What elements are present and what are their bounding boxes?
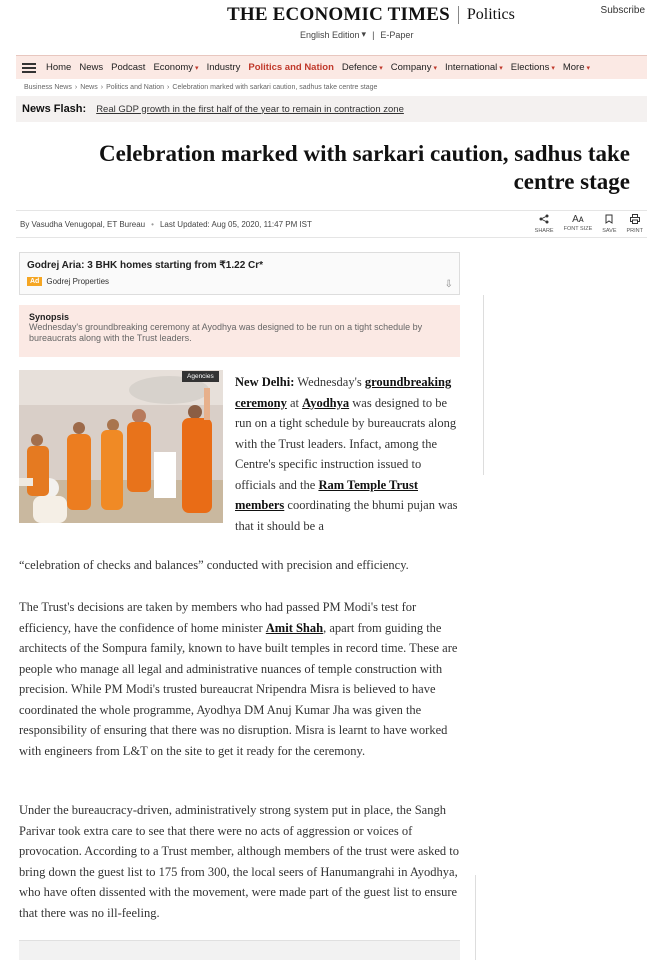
edition-row — [300, 29, 413, 40]
keyword-link[interactable]: Ram Temple Trust members — [235, 477, 418, 512]
main-nav — [16, 55, 647, 79]
synopsis-box — [19, 305, 460, 357]
image-credit: Agencies — [182, 371, 219, 382]
nav-item-politics-and-nation[interactable]: Politics and Nation — [248, 62, 334, 73]
font-size-icon: Aᴀ — [572, 214, 584, 225]
nav-item-podcast[interactable]: Podcast — [111, 62, 146, 73]
author[interactable]: By Vasudha Venugopal, ET Bureau — [20, 219, 146, 229]
byline-dot: • — [151, 219, 154, 229]
nav-item-more[interactable]: More ▾ — [562, 62, 591, 73]
brand-divider — [458, 6, 459, 24]
share-label: SHARE — [534, 228, 554, 234]
print-button[interactable] — [627, 214, 644, 234]
brand — [227, 4, 515, 26]
save-label: SAVE — [602, 228, 617, 234]
print-icon — [630, 214, 640, 228]
ad-advertiser: Godrej Properties — [46, 277, 110, 286]
chevron-down-icon: ▾ — [433, 65, 437, 72]
sidebar-divider — [475, 875, 476, 960]
article-paragraph: The Trust's decisions are taken by members who had passed PM Modi's test for efficiency, have the confidence of home minister Amit Shah, apart from guiding the architects of the Sompura family, known to have built temples in record time. These are people who manage all legal and administrative nuances of temple construction with precision. While PM Modi's trusted bureaucrat Nripendra Misra is believed to have coordinated the whole programme, Ayodhya DM Anuj Kumar Jha was given the responsibility of ensuring that there was no disruption. Misra is learnt to have worked with engineers from L&T on the site to get it ready for the ceremony. — [19, 600, 458, 758]
bookmark-icon — [605, 214, 613, 228]
share-button[interactable] — [535, 214, 554, 234]
byline-row — [16, 210, 647, 238]
lead-paragraph-continued: “celebration of checks and balances” conducted with precision and efficiency. — [19, 558, 409, 572]
byline — [20, 220, 312, 229]
sponsored-ad[interactable] — [19, 252, 460, 295]
font-size-label: FONT SIZE — [563, 226, 593, 232]
edition-separator: | — [372, 29, 375, 40]
nav-item-news[interactable]: News — [79, 62, 104, 73]
news-flash-bar — [16, 96, 647, 122]
news-flash-link[interactable]: Real GDP growth in the first half of the year to remain in contraction zone — [96, 103, 404, 115]
font-size-button[interactable] — [564, 214, 593, 234]
chevron-down-icon: ▾ — [551, 65, 555, 72]
nav-item-company[interactable]: Company ▾ — [390, 62, 437, 73]
share-icon — [539, 214, 549, 228]
nav-item-economy[interactable]: Economy ▾ — [153, 62, 199, 73]
save-button[interactable] — [602, 214, 616, 234]
menu-icon[interactable] — [22, 63, 36, 73]
section-title[interactable]: Politics — [466, 6, 515, 23]
keyword-link[interactable]: Amit Shah — [265, 620, 324, 635]
breadcrumb-separator: › — [74, 84, 78, 91]
keyword-link[interactable]: Ayodhya — [302, 395, 350, 410]
breadcrumb-current: Celebration marked with sarkari caution, sadhus take centre stage — [172, 84, 378, 91]
breadcrumb-separator: › — [167, 84, 170, 91]
chevron-down-icon: ▾ — [379, 65, 383, 72]
breadcrumb-separator: › — [100, 84, 104, 91]
chevron-down-icon[interactable]: ▾ — [361, 29, 367, 39]
ad-badge: Ad — [27, 277, 42, 286]
masthead — [0, 0, 647, 48]
nav-item-elections[interactable]: Elections ▾ — [510, 62, 555, 73]
sidebar-divider — [483, 295, 484, 475]
ad-meta — [27, 277, 109, 286]
synopsis-label: Synopsis — [29, 312, 70, 322]
nav-item-home[interactable]: Home — [46, 62, 72, 73]
download-icon[interactable]: ⇩ — [444, 279, 453, 290]
ad-title[interactable]: Godrej Aria: 3 BHK homes starting from ₹1.22 Cr* — [27, 260, 264, 271]
breadcrumb-item[interactable]: Business News — [24, 84, 72, 91]
print-label: PRINT — [626, 228, 643, 234]
nav-item-industry[interactable]: Industry — [206, 62, 241, 73]
chevron-down-icon: ▾ — [586, 65, 591, 72]
article-paragraph: Under the bureaucracy-driven, administratively strong system put in place, the Sangh Parivar took extra care to see that there were no acts of aggression or voices of provocation. According to a Trust member, although members of the trust were asked to bring down the guest list to 175 from 300, the local seers of Hanumangrahi in Ayodhya, who have often dissented with the movement, were made part of the guest list to ensure that there was no ill-feeling. — [19, 803, 460, 920]
chevron-down-icon: ▾ — [195, 65, 199, 72]
article-tools — [535, 214, 643, 234]
dateline: New Delhi: — [235, 375, 295, 389]
news-flash-label: News Flash: — [22, 103, 87, 115]
bottom-strip — [19, 940, 460, 960]
last-updated: Last Updated: Aug 05, 2020, 11:47 PM IST — [159, 219, 312, 229]
breadcrumb — [24, 84, 377, 91]
breadcrumb-item[interactable]: News — [80, 84, 98, 91]
breadcrumb-item[interactable]: Politics and Nation — [106, 84, 165, 91]
lead-image[interactable] — [19, 370, 223, 523]
nav-item-defence[interactable]: Defence ▾ — [341, 62, 383, 73]
article-headline: Celebration marked with sarkari caution, sadhus take centre stage — [99, 141, 630, 194]
keyword-link[interactable]: groundbreaking ceremony — [235, 375, 452, 410]
nav-item-international[interactable]: International ▾ — [444, 62, 503, 73]
chevron-down-icon: ▾ — [499, 65, 503, 72]
site-logo[interactable]: THE ECONOMIC TIMES — [227, 4, 450, 25]
lead-paragraph: New Delhi: Wednesday's groundbreaking ceremony at Ayodhya was designed to be run on a tight schedule by bureaucrats along with the Trust leaders. Infact, among the Centre's specific instruction issued to officials and the Ram Temple Trust members coordinating the bhumi pujan was that it should be a — [235, 375, 458, 533]
epaper-link[interactable]: E-Paper — [380, 29, 414, 40]
subscribe-link[interactable]: Subscribe — [600, 5, 645, 16]
synopsis-text: Wednesday's groundbreaking ceremony at Ayodhya was designed to be run on a tight schedule by bureaucrats along with the Trust leaders. — [29, 322, 423, 343]
edition-selector[interactable]: English Edition — [300, 29, 360, 40]
